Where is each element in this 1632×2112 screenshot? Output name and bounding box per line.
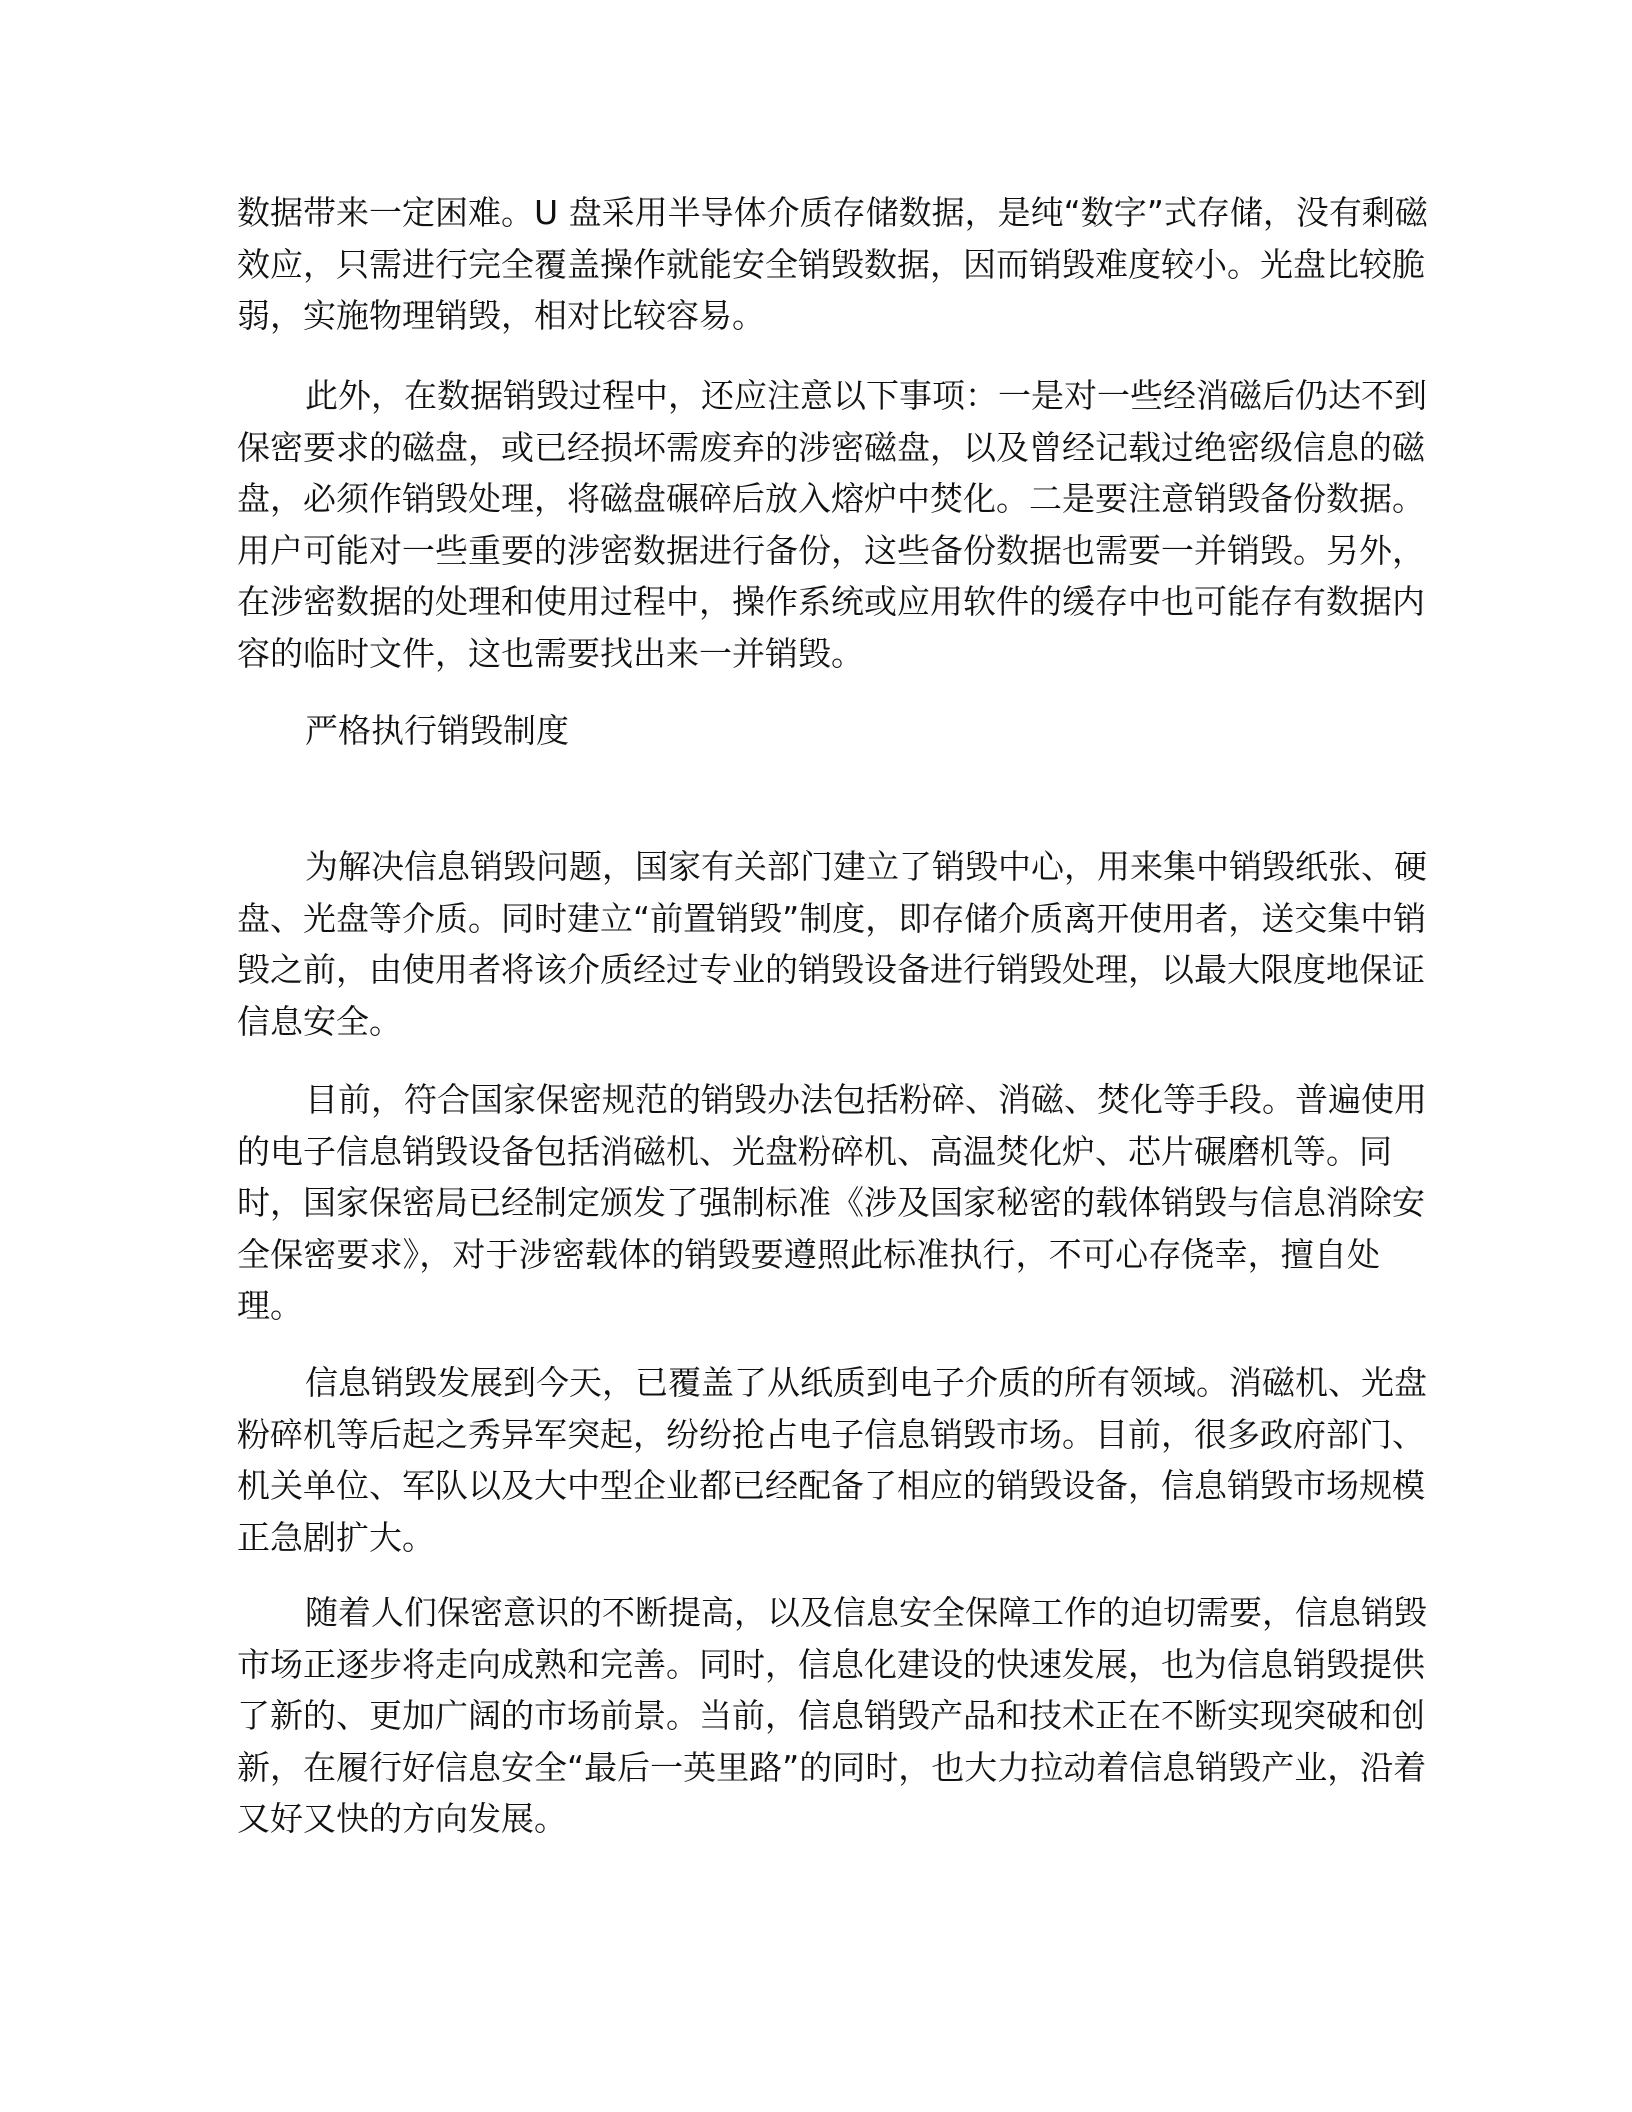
text-line: 信息销毁发展到今天，已覆盖了从纸质到电子介质的所有领域。消磁机、光盘 [305,1363,1427,1402]
text-line: 为解决信息销毁问题，国家有关部门建立了销毁中心，用来集中销毁纸张、硬 [305,847,1427,886]
text-line: 时，国家保密局已经制定颁发了强制标准《涉及国家秘密的载体销毁与信息消除安 [237,1183,1425,1222]
text-line: 新，在履行好信息安全“最后一英里路”的同时，也大力拉动着信息销毁产业，沿着 [237,1747,1427,1787]
paragraph [237,370,1427,679]
text-line: 目前，符合国家保密规范的销毁办法包括粉碎、消磁、焚化等手段。普遍使用 [305,1080,1427,1119]
text-line: 了新的、更加广阔的市场前景。当前，信息销毁产品和技术正在不断实现突破和创 [237,1696,1425,1735]
heading-text: 严格执行销毁制度 [305,711,569,750]
text-line: 信息安全。 [237,1001,402,1041]
text-line: 弱，实施物理销毁，相对比较容易。 [237,296,765,335]
text-line: 机关单位、军队以及大中型企业都已经配备了相应的销毁设备，信息销毁市场规模 [237,1466,1425,1505]
text-line: 容的临时文件，这也需要找出来一并销毁。 [237,633,864,673]
text-line: 随着人们保密意识的不断提高，以及信息安全保障工作的迫切需要，信息销毁 [305,1593,1427,1632]
text-line: 又好又快的方向发展。 [237,1799,567,1838]
text-line: 用户可能对一些重要的涉密数据进行备份，这些备份数据也需要一并销毁。另外， [237,530,1425,570]
text-line: 盘，必须作销毁处理，将磁盘碾碎后放入熔炉中焚化。二是要注意销毁备份数据。 [237,479,1425,518]
text-line: 市场正逐步将走向成熟和完善。同时，信息化建设的快速发展，也为信息销毁提供 [237,1644,1425,1684]
text-line: 毁之前，由使用者将该介质经过专业的销毁设备进行销毁处理，以最大限度地保证 [237,950,1425,989]
text-line: 在涉密数据的处理和使用过程中，操作系统或应用软件的缓存中也可能存有数据内 [237,582,1425,621]
text-line: 全保密要求》，对于涉密载体的销毁要遵照此标准执行，不可心存侥幸，擅自处 [237,1234,1380,1274]
text-line: 理。 [237,1286,303,1325]
text-line: 效应，只需进行完全覆盖操作就能安全销毁数据，因而销毁难度较小。光盘比较脆 [237,244,1425,284]
paragraph [237,1357,1427,1563]
paragraph [237,1587,1427,1845]
text-line: 数据带来一定困难。U 盘采用半导体介质存储数据，是纯“数字”式存储，没有剩磁 [237,193,1428,232]
text-line: 粉碎机等后起之秀异军突起，纷纷抢占电子信息销毁市场。目前，很多政府部门、 [237,1414,1425,1454]
section-heading [237,705,1380,757]
text-line: 盘、光盘等介质。同时建立“前置销毁”制度，即存储介质离开使用者，送交集中销 [237,898,1427,938]
paragraph [237,841,1427,1047]
text-line: 正急剧扩大。 [237,1517,435,1557]
text-line: 此外，在数据销毁过程中，还应注意以下事项：一是对一些经消磁后仍达不到 [305,376,1427,415]
text-line: 保密要求的磁盘，或已经损坏需废弃的涉密磁盘，以及曾经记载过绝密级信息的磁 [237,427,1425,467]
paragraph [237,1074,1427,1332]
paragraph [237,187,1428,342]
text-line: 的电子信息销毁设备包括消磁机、光盘粉碎机、高温焚化炉、芯片碾磨机等。同 [237,1131,1392,1171]
